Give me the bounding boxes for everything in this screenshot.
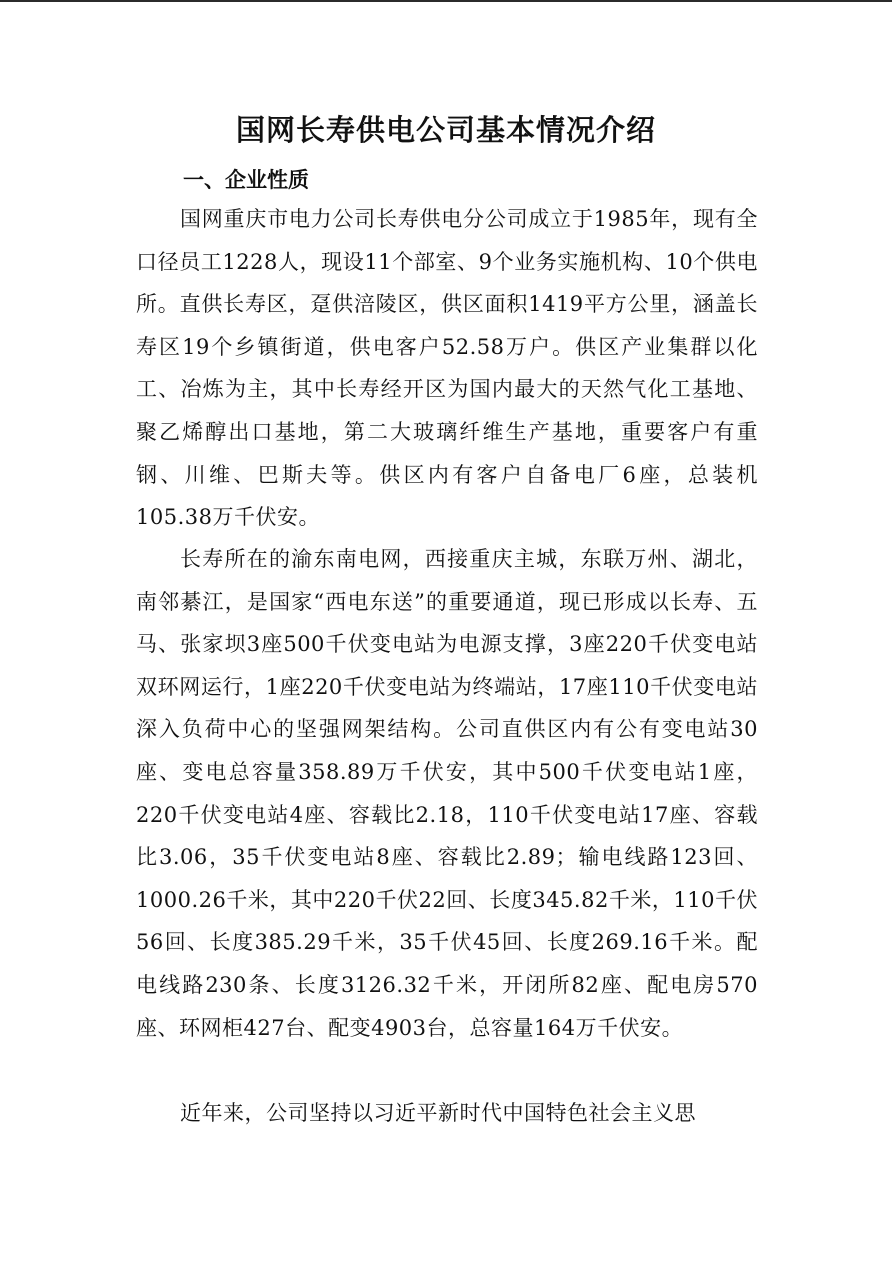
paragraph-grid-structure: 长寿所在的渝东南电网，西接重庆主城，东联万州、湖北，南邻綦江，是国家“西电东送”的重要通道，现已形成以长寿、五马、张家坝3座500千伏变电站为电源支撑，3座220千伏变电站双环网运行，1座220千伏变电站为终端站，17座110千伏变电站深入负荷中心的坚强网架结构。公司直供区内有公有变电站30座、变电总容量358.89万千伏安，其中500千伏变电站1座，220千伏变电站4座、容载比2.18，110千伏变电站17座、容载比3.06，35千伏变电站8座、容载比2.89；输电线路123回、1000.26千米，其中220千伏22回、长度345.82千米，110千伏56回、长度385.29千米，35千伏45回、长度269.16千米。配电线路230条、长度3126.32千米，开闭所82座、配电房570座、环网柜427台、配变4903台，总容量164万千伏安。 <box>136 547 758 1040</box>
top-border-rule <box>0 0 892 2</box>
document-title: 国网长寿供电公司基本情况介绍 <box>235 113 656 147</box>
section-heading: 一、企业性质 <box>183 168 309 192</box>
paragraph-recent-years: 近年来，公司坚持以习近平新时代中国特色社会主义思 <box>180 1101 696 1125</box>
paragraph-company-overview: 国网重庆市电力公司长寿供电分公司成立于1985年，现有全口径员工1228人，现设11个部室、9个业务实施机构、10个供电所。直供长寿区，趸供涪陵区，供区面积1419平方公里，涵盖长寿区19个乡镇街道，供电客户52.58万户。供区产业集群以化工、冶炼为主，其中长寿经开区为国内最大的天然气化工基地、聚乙烯醇出口基地，第二大玻璃纤维生产基地，重要客户有重钢、川维、巴斯夫等。供区内有客户自备电厂6座，总装机105.38万千伏安。 <box>136 207 758 530</box>
